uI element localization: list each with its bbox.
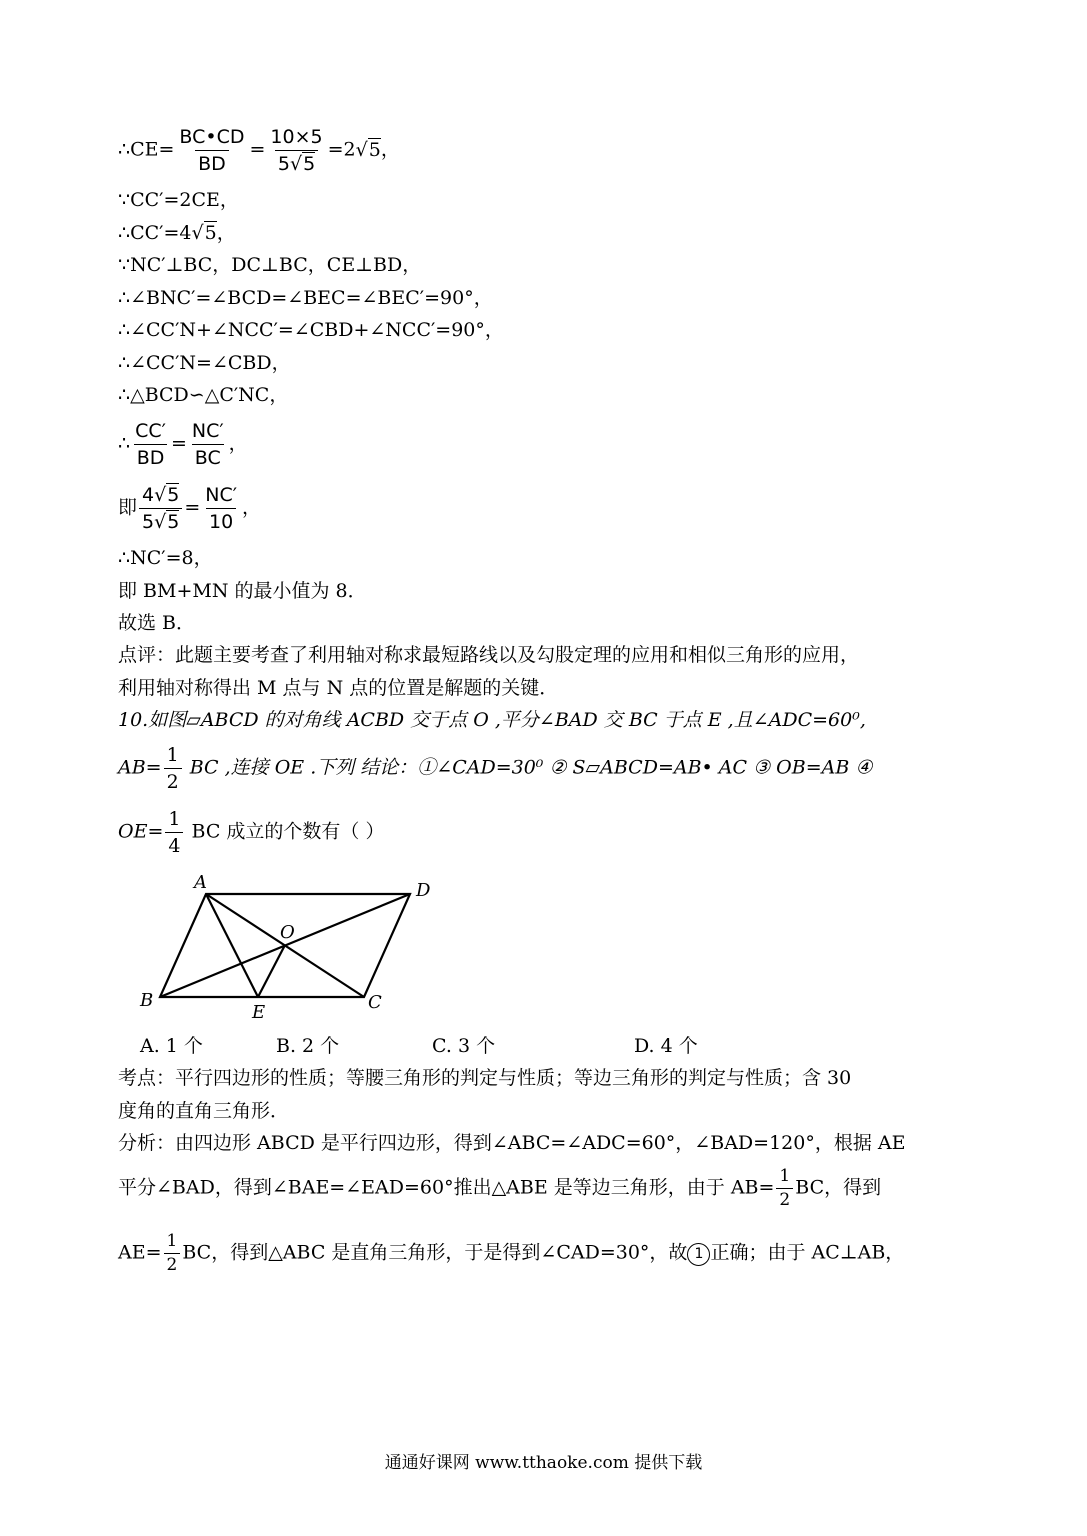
fenxi-line-1: 分析：由四边形 ABCD 是平行四边形，得到∠ABC=∠ADC=60°，∠BAD=120°，根据 AE bbox=[118, 1132, 906, 1154]
fraction: $\frac{1}{2}$ bbox=[164, 1232, 181, 1275]
question-10-line-1: 10.如图▱ABCD 的对角线 ACBD 交于点 O ,平分∠BAD 交 BC 于点 E ,且∠ADC=60⁰, bbox=[118, 709, 866, 731]
text-line: ∴∠CC′N=∠CBD， bbox=[118, 352, 291, 374]
text-line: ∴△BCD∽△C′NC， bbox=[118, 384, 289, 406]
text-line: ∴∠CC′N+∠NCC′=∠CBD+∠NCC′=90°， bbox=[118, 319, 504, 341]
fenxi-line-3: AE= $\frac{1}{2}$ BC，得到△ABC 是直角三角形，于是得到∠CAD=30°，故 1 正确；由于 AC⊥AB， bbox=[118, 1231, 905, 1275]
radical: √5 bbox=[355, 138, 381, 161]
option-a: A. 1 个 bbox=[140, 1035, 203, 1057]
label-e: E bbox=[252, 1002, 266, 1023]
fraction: $\frac{1}{4}$ bbox=[165, 808, 183, 857]
question-10-line-3: OE= $\frac{1}{4}$ BC 成立的个数有（ ） bbox=[118, 808, 385, 857]
eq-ratio: ∴ $\frac{CC'}{BD}$ = $\frac{NC'}{BC}$ ， bbox=[118, 420, 248, 469]
fraction: $\frac{1}{2}$ bbox=[776, 1167, 793, 1210]
question-10-line-2: AB= $\frac{1}{2}$ BC ,连接 OE .下列 结论：①∠CAD=30⁰ ② S▱ABCD=AB• AC ③ OB=AB ④ bbox=[118, 744, 873, 793]
option-b: B. 2 个 bbox=[276, 1035, 340, 1057]
comment-line: 利用轴对称得出 M 点与 N 点的位置是解题的关键． bbox=[118, 677, 559, 699]
label-c: C bbox=[368, 992, 382, 1013]
fraction: $\frac{1}{2}$ bbox=[164, 744, 182, 793]
eq-ce: ∴CE= $\frac{BC•CD}{BD}$ = $\frac{10\times 5}{5√5}$ =2√5， bbox=[118, 126, 400, 175]
footer: 通通好课网 www.tthaoke.com 提供下载 bbox=[384, 1453, 703, 1473]
fraction: $\frac{BC•CD}{BD}$ bbox=[179, 126, 245, 175]
text: ∴CE= bbox=[118, 138, 175, 161]
fraction: $\frac{NC'}{10}$ bbox=[205, 484, 238, 533]
kaodian-line-2: 度角的直角三角形． bbox=[118, 1100, 290, 1122]
option-d: D. 4 个 bbox=[634, 1035, 698, 1057]
text-line: ∵CC′=2CE， bbox=[118, 189, 239, 211]
circled-number: 1 bbox=[687, 1243, 710, 1266]
label-d: D bbox=[416, 880, 431, 901]
fraction: $\frac{10\times 5}{5√5}$ bbox=[270, 126, 323, 175]
segment-ae bbox=[206, 894, 258, 997]
radical: √5 bbox=[191, 222, 217, 244]
text-line: ∵NC′⊥BC，DC⊥BC，CE⊥BD， bbox=[118, 254, 422, 276]
text-line: ∴∠BNC′=∠BCD=∠BEC=∠BEC′=90°， bbox=[118, 287, 493, 309]
text-line: ∴NC′=8， bbox=[118, 547, 213, 569]
label-a: A bbox=[194, 872, 207, 893]
eq-substituted: 即 $\frac{4√5}{5√5}$ = $\frac{NC'}{10}$ ， bbox=[118, 484, 262, 533]
fraction: $\frac{CC'}{BD}$ bbox=[135, 420, 166, 469]
text-line: 故选 B． bbox=[118, 612, 196, 634]
parallelogram-figure bbox=[130, 868, 450, 1028]
kaodian-line-1: 考点：平行四边形的性质；等腰三角形的判定与性质；等边三角形的判定与性质；含 30 bbox=[118, 1067, 852, 1089]
fenxi-line-2: 平分∠BAD，得到∠BAE=∠EAD=60°推出△ABE 是等边三角形，由于 AB= $\frac{1}{2}$ BC，得到 bbox=[118, 1166, 882, 1210]
text-line: 即 BM+MN 的最小值为 8． bbox=[118, 580, 367, 602]
fraction: $\frac{NC'}{BC}$ bbox=[191, 420, 224, 469]
eq-cc: ∴CC′=4√5， bbox=[118, 222, 236, 244]
segment-oe bbox=[258, 945, 285, 997]
option-c: C. 3 个 bbox=[432, 1035, 496, 1057]
label-b: B bbox=[140, 990, 154, 1011]
fraction: $\frac{4√5}{5√5}$ bbox=[139, 484, 182, 533]
label-o: O bbox=[280, 922, 295, 943]
comment-line: 点评：此题主要考查了利用轴对称求最短路线以及勾股定理的应用和相似三角形的应用， bbox=[118, 644, 860, 666]
